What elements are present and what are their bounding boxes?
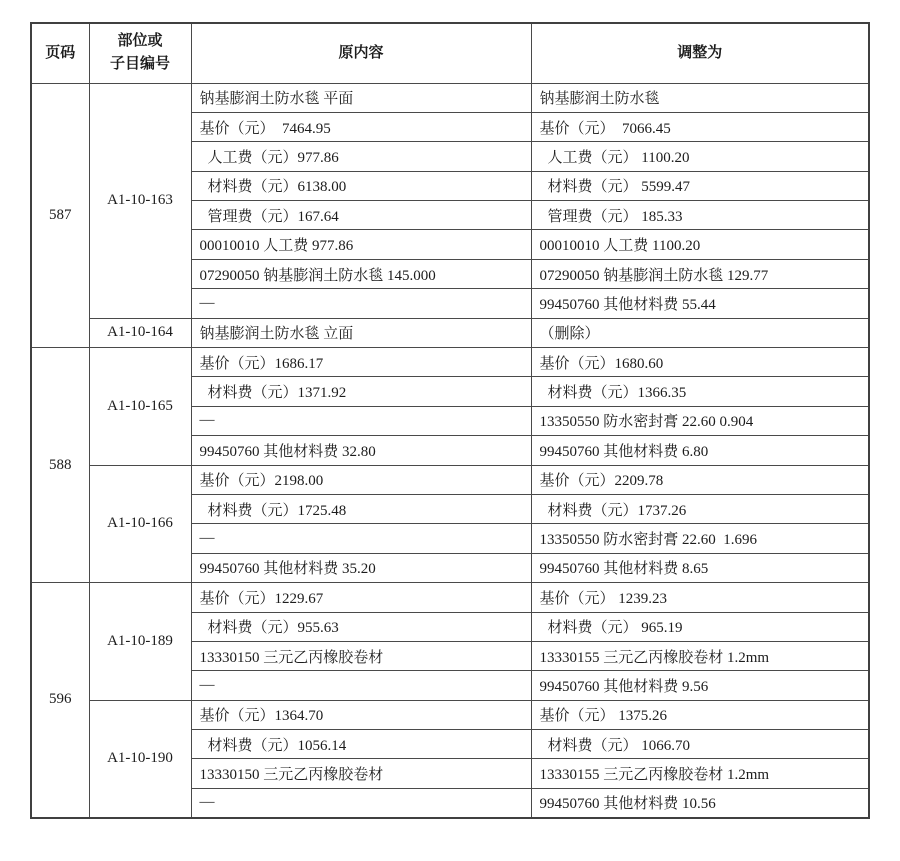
original-content-cell: 人工费（元）977.86 bbox=[191, 142, 531, 171]
adjusted-content-cell: 材料费（元） 965.19 bbox=[531, 612, 869, 641]
col-header-original: 原内容 bbox=[191, 23, 531, 83]
original-content-cell: 材料费（元）1725.48 bbox=[191, 494, 531, 523]
code-a1-10-189: A1-10-189 bbox=[89, 583, 191, 701]
original-content-cell: 基价（元）2198.00 bbox=[191, 465, 531, 494]
original-content-cell: — bbox=[191, 788, 531, 817]
adjusted-content-cell: 07290050 钠基膨润土防水毯 129.77 bbox=[531, 259, 869, 288]
adjusted-content-cell: 99450760 其他材料费 10.56 bbox=[531, 788, 869, 817]
col-header-code-line2: 子目编号 bbox=[109, 56, 170, 73]
original-content-cell: 材料费（元）1371.92 bbox=[191, 377, 531, 406]
original-content-cell: 07290050 钠基膨润土防水毯 145.000 bbox=[191, 259, 531, 288]
adjusted-content-cell: 99450760 其他材料费 6.80 bbox=[531, 436, 869, 465]
adjustment-table bbox=[30, 22, 870, 819]
original-content-cell: 材料费（元）6138.00 bbox=[191, 171, 531, 200]
original-content-cell: 材料费（元）955.63 bbox=[191, 612, 531, 641]
code-a1-10-190: A1-10-190 bbox=[89, 700, 191, 818]
page-number-596: 596 bbox=[31, 583, 89, 818]
adjusted-content-cell: 基价（元）1680.60 bbox=[531, 348, 869, 377]
original-content-cell: 钠基膨润土防水毯 立面 bbox=[191, 318, 531, 347]
adjusted-content-cell: 13330155 三元乙丙橡胶卷材 1.2mm bbox=[531, 759, 869, 788]
adjusted-content-cell: 材料费（元）1366.35 bbox=[531, 377, 869, 406]
adjusted-content-cell: 管理费（元） 185.33 bbox=[531, 201, 869, 230]
adjusted-content-cell: 99450760 其他材料费 9.56 bbox=[531, 671, 869, 700]
adjusted-content-cell: 基价（元）2209.78 bbox=[531, 465, 869, 494]
original-content-cell: 99450760 其他材料费 32.80 bbox=[191, 436, 531, 465]
code-a1-10-163: A1-10-163 bbox=[89, 83, 191, 318]
adjusted-content-cell: 人工费（元） 1100.20 bbox=[531, 142, 869, 171]
adjusted-content-cell: 基价（元） 7066.45 bbox=[531, 112, 869, 141]
original-content-cell: 材料费（元）1056.14 bbox=[191, 730, 531, 759]
adjusted-content-cell: 基价（元） 1239.23 bbox=[531, 583, 869, 612]
table-row bbox=[31, 318, 869, 347]
col-header-adjusted: 调整为 bbox=[531, 23, 869, 83]
adjusted-content-cell: （删除） bbox=[531, 318, 869, 347]
adjusted-content-cell: 材料费（元）1737.26 bbox=[531, 494, 869, 523]
original-content-cell: — bbox=[191, 524, 531, 553]
original-content-cell: 00010010 人工费 977.86 bbox=[191, 230, 531, 259]
original-content-cell: — bbox=[191, 406, 531, 435]
original-content-cell: 钠基膨润土防水毯 平面 bbox=[191, 83, 531, 112]
code-a1-10-165: A1-10-165 bbox=[89, 348, 191, 466]
adjusted-content-cell: 基价（元） 1375.26 bbox=[531, 700, 869, 729]
code-a1-10-166: A1-10-166 bbox=[89, 465, 191, 583]
table-row bbox=[31, 583, 869, 612]
adjusted-content-cell: 材料费（元） 1066.70 bbox=[531, 730, 869, 759]
page-number-588: 588 bbox=[31, 348, 89, 583]
original-content-cell: — bbox=[191, 671, 531, 700]
table-row bbox=[31, 83, 869, 112]
adjusted-content-cell: 00010010 人工费 1100.20 bbox=[531, 230, 869, 259]
original-content-cell: — bbox=[191, 289, 531, 318]
original-content-cell: 基价（元）1364.70 bbox=[191, 700, 531, 729]
original-content-cell: 13330150 三元乙丙橡胶卷材 bbox=[191, 759, 531, 788]
adjusted-content-cell: 13350550 防水密封膏 22.60 0.904 bbox=[531, 406, 869, 435]
original-content-cell: 99450760 其他材料费 35.20 bbox=[191, 553, 531, 582]
original-content-cell: 管理费（元）167.64 bbox=[191, 201, 531, 230]
adjusted-content-cell: 13350550 防水密封膏 22.60 1.696 bbox=[531, 524, 869, 553]
original-content-cell: 基价（元）1229.67 bbox=[191, 583, 531, 612]
header-row bbox=[31, 23, 869, 83]
adjusted-content-cell: 99450760 其他材料费 55.44 bbox=[531, 289, 869, 318]
adjusted-content-cell: 材料费（元） 5599.47 bbox=[531, 171, 869, 200]
adjusted-content-cell: 99450760 其他材料费 8.65 bbox=[531, 553, 869, 582]
original-content-cell: 基价（元）1686.17 bbox=[191, 348, 531, 377]
col-header-code bbox=[89, 23, 191, 83]
adjusted-content-cell: 钠基膨润土防水毯 bbox=[531, 83, 869, 112]
table-row bbox=[31, 700, 869, 729]
page-number-587: 587 bbox=[31, 83, 89, 348]
code-a1-10-164: A1-10-164 bbox=[89, 318, 191, 347]
original-content-cell: 基价（元） 7464.95 bbox=[191, 112, 531, 141]
adjusted-content-cell: 13330155 三元乙丙橡胶卷材 1.2mm bbox=[531, 641, 869, 670]
table-row bbox=[31, 465, 869, 494]
table-row bbox=[31, 348, 869, 377]
original-content-cell: 13330150 三元乙丙橡胶卷材 bbox=[191, 641, 531, 670]
col-header-code-line1: 部位或 bbox=[117, 33, 163, 49]
col-header-page: 页码 bbox=[31, 23, 89, 83]
